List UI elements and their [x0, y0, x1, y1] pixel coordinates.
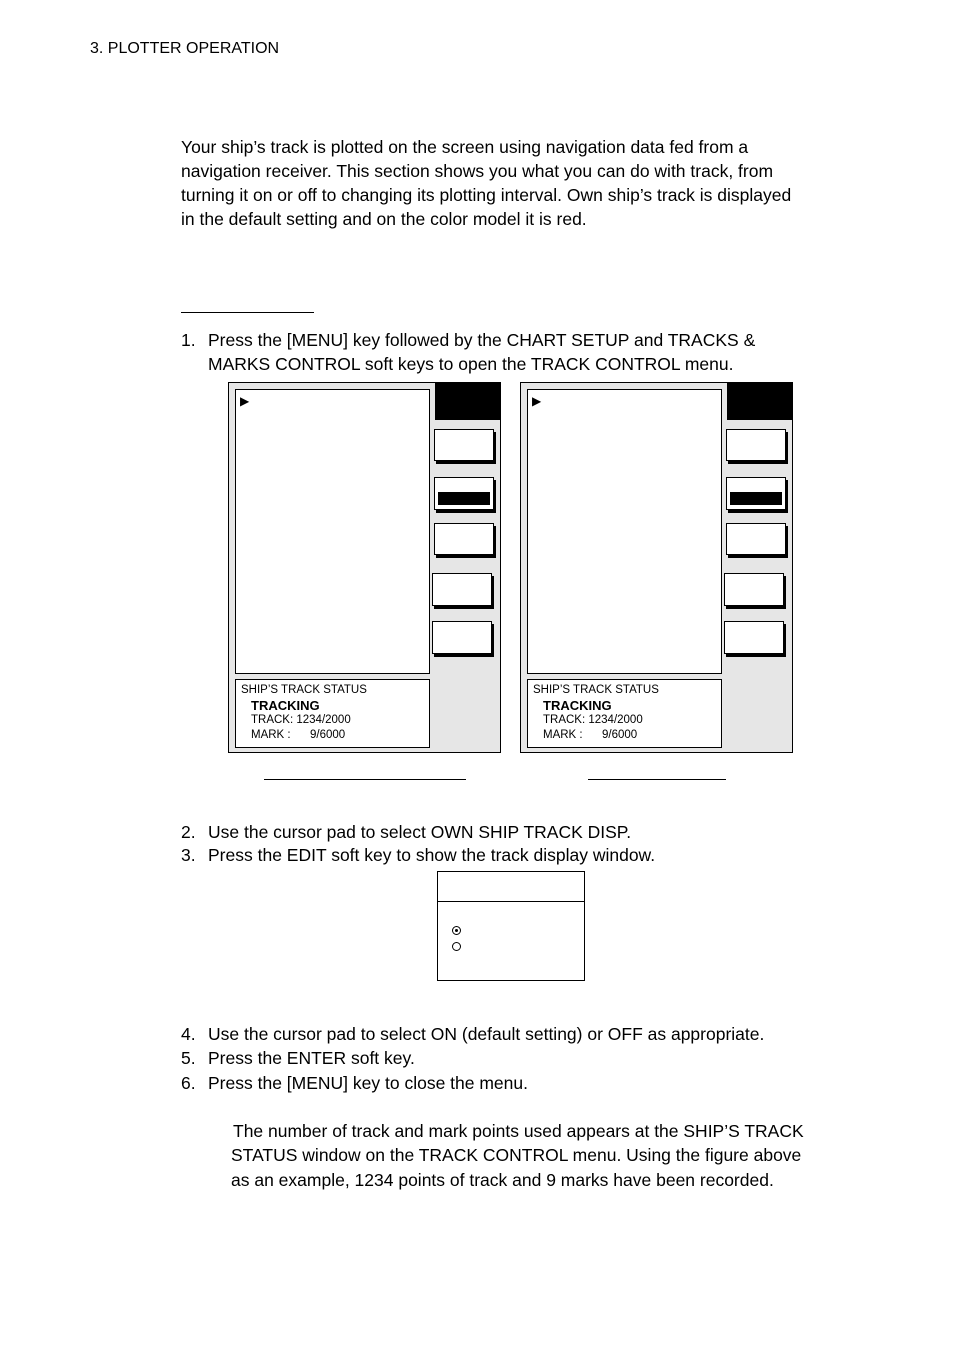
intro-paragraph: [181, 135, 841, 231]
track-control-screen-right: [520, 382, 793, 753]
step-3: [181, 843, 841, 867]
intro-line: navigation receiver. This section shows you what you can do with track, from: [181, 161, 774, 181]
step-text: Press the EDIT soft key to show the track display window.: [208, 845, 656, 865]
step-number: 4.: [181, 1024, 196, 1044]
step-text: MARKS CONTROL soft keys to open the TRACK CONTROL menu.: [208, 354, 734, 374]
status-track: TRACK: 1234/2000: [251, 714, 351, 726]
note-line: as an example, 1234 points of track and 9 marks have been recorded.: [231, 1170, 774, 1190]
section-header: 3. PLOTTER OPERATION: [90, 40, 280, 57]
status-title: SHIP’S TRACK STATUS: [241, 684, 367, 696]
window-title-divider: [438, 901, 584, 902]
note-paragraph: [231, 1119, 804, 1192]
step-2: [181, 820, 841, 844]
soft-key-5[interactable]: [432, 621, 492, 654]
note-line: STATUS window on the TRACK CONTROL menu. Using the figure above: [231, 1145, 802, 1165]
menu-title-tab: [727, 383, 792, 420]
status-state: TRACKING: [543, 698, 612, 713]
soft-key-2[interactable]: [726, 477, 786, 510]
step-number: 1.: [181, 330, 196, 350]
soft-key-5[interactable]: [724, 621, 784, 654]
step-number: 5.: [181, 1048, 196, 1068]
soft-key-2[interactable]: [434, 477, 494, 510]
ships-track-status-box: [235, 679, 430, 748]
status-mark-value: 9/6000: [602, 729, 638, 741]
status-track: TRACK: 1234/2000: [543, 714, 643, 726]
soft-key-1[interactable]: [434, 429, 494, 461]
step-text: Use the cursor pad to select OWN SHIP TRACK DISP.: [208, 822, 632, 842]
soft-key-1[interactable]: [726, 429, 786, 461]
cursor-arrow-icon: ▶: [240, 394, 250, 408]
ships-track-status-box: [527, 679, 722, 748]
soft-key-4[interactable]: [724, 573, 784, 606]
status-mark-label: MARK :: [251, 729, 291, 741]
step-number: 6.: [181, 1073, 196, 1093]
step-5: [181, 1046, 841, 1070]
note-line: The number of track and mark points used appears at the SHIP’S TRACK: [233, 1121, 804, 1141]
caption-rule-right: [588, 779, 726, 780]
soft-key-3[interactable]: [434, 523, 494, 555]
menu-title-tab: [435, 383, 500, 420]
soft-key-4[interactable]: [432, 573, 492, 606]
radio-on-icon[interactable]: [452, 926, 461, 935]
step-text: Press the ENTER soft key.: [208, 1048, 415, 1068]
menu-list: [235, 389, 430, 674]
step-number: 2.: [181, 822, 196, 842]
heading-rule: [181, 312, 314, 313]
caption-rule-left: [264, 779, 466, 780]
step-number: 3.: [181, 845, 196, 865]
status-mark-label: MARK :: [543, 729, 583, 741]
status-state: TRACKING: [251, 698, 320, 713]
track-control-screen-left: [228, 382, 501, 753]
radio-off-icon[interactable]: [452, 942, 461, 951]
track-display-window: [437, 871, 585, 981]
step-1: [181, 328, 841, 376]
menu-list: [527, 389, 722, 674]
step-6: [181, 1071, 841, 1095]
soft-key-3[interactable]: [726, 523, 786, 555]
intro-line: in the default setting and on the color model it is red.: [181, 209, 587, 229]
status-mark-value: 9/6000: [310, 729, 346, 741]
step-text: Press the [MENU] key to close the menu.: [208, 1073, 528, 1093]
soft-key-highlight: [438, 492, 490, 505]
status-title: SHIP’S TRACK STATUS: [533, 684, 659, 696]
soft-key-highlight: [730, 492, 782, 505]
step-text: Press the [MENU] key followed by the CHART SETUP and TRACKS &: [208, 330, 756, 350]
step-text: Use the cursor pad to select ON (default setting) or OFF as appropriate.: [208, 1024, 765, 1044]
intro-line: turning it on or off to changing its plotting interval. Own ship’s track is displayed: [181, 185, 792, 205]
cursor-arrow-icon: ▶: [532, 394, 542, 408]
intro-line: Your ship’s track is plotted on the screen using navigation data fed from a: [181, 137, 749, 157]
step-4: [181, 1022, 841, 1046]
